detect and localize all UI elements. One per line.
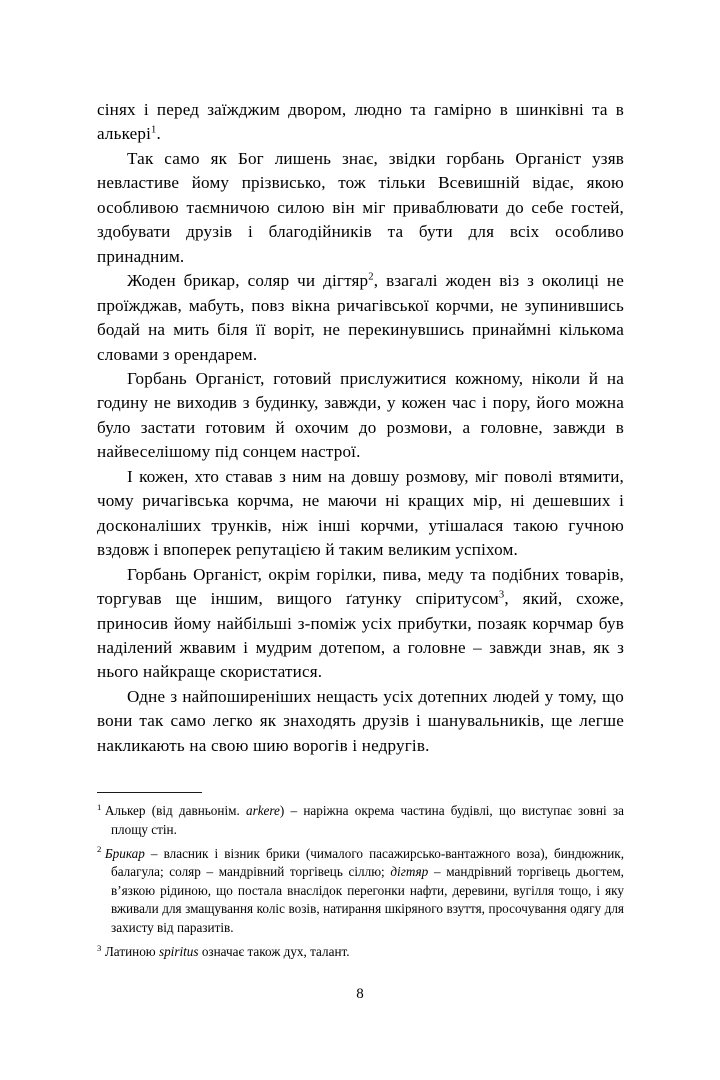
- footnote-ref-1[interactable]: 1: [151, 124, 157, 136]
- paragraph-2: Так само як Бог лишень знає, звідки горбань Органіст узяв невластиве йому прізвисько, тож тільки Всевишній відає, якою особливою таємничою силою він міг приваблювати до себе гостей, здобувати друзів і благодійників та бути для всіх особливо принадним.: [97, 148, 624, 266]
- paragraph-text-before: Горбань Органіст, окрім горілки, пива, меду та подібних товарів, торгував ще іншим, вищого ґатунку спіритусом: [97, 564, 624, 609]
- footnotes-block: [97, 792, 624, 962]
- footnote-italic-term: дігтяр: [390, 864, 429, 880]
- footnote-ref-3[interactable]: 3: [498, 589, 505, 601]
- paragraph-tail: .: [156, 124, 161, 144]
- paragraph-4: Горбань Органіст, готовий прислужитися кожному, ніколи й на годину не виходив з будинку, завжди, у кожен час і пору, його можна було застати готовим й охочим до розмови, а головне, завжди в найвеселішому під сонцем настрої.: [97, 368, 624, 462]
- footnote-marker: 3: [97, 942, 102, 953]
- footnote-text: Латиною: [104, 944, 159, 960]
- paragraph-continued: [97, 98, 624, 147]
- footnote-italic-term: arkere: [245, 803, 280, 818]
- footnote-3: [97, 943, 624, 962]
- footnote-text: – мандрівний торгівець дьогтем, в’язкою рідиною, що постала внаслідок перегонки нафти, деревини, вугілля тощо, і яку вживали для змащування коліс возів, натирання шкіряного взуття, просочування одягу для захисту від паразитів.: [111, 864, 624, 936]
- footnote-italic-term: Брикар: [104, 845, 145, 861]
- paragraph-3: [97, 269, 624, 367]
- paragraph-text-after: , взагалі жоден віз з околиці не проїжджав, мабуть, повз вікна ричагівської корчми, не зупинившись бодай на мить біля її воріт, не перекинувшись принаймні кількома словами з орендарем.: [97, 271, 624, 364]
- footnote-marker: 2: [97, 844, 102, 855]
- footnote-separator-rule: [97, 792, 202, 793]
- footnote-text: Алькер (від давньонім.: [104, 803, 246, 818]
- paragraph-5: І кожен, хто ставав з ним на довшу розмову, міг поволі втямити, чому ричагівська корчма, не маючи ні кращих мір, ні дешевших і досконаліших трунків, ніж інші корчми, утішалася такою гучною вздовж і впоперек репутацією й таким великим успіхом.: [97, 466, 624, 560]
- paragraph-7: Одне з найпоширеніших нещасть усіх дотепних людей у тому, що вони так само легко як знаходять друзів і шанувальників, ще легше накликають на свою шию ворогів і недругів.: [97, 686, 624, 755]
- footnote-marker: 1: [97, 801, 102, 812]
- page-number: 8: [356, 986, 364, 1002]
- footnote-1: [97, 802, 624, 839]
- paragraph-6: [97, 563, 624, 685]
- footnote-text: означає також дух, талант.: [198, 944, 350, 960]
- footnote-italic-term: spiritus: [158, 944, 199, 960]
- footnote-text: – власник і візник брики (чималого пасажирсько-вантажного воза), биндюжник, балагула; соляр – мандрівний торгівець сіллю;: [111, 845, 624, 880]
- body-text-block: [97, 98, 624, 758]
- paragraph-text-after: , який, схоже, приносив йому найбільші з-поміж усіх прибутки, позаяк корчмар був наділений жвавим і мудрим дотепом, а головне – завжди знав, як з нього найкраще скористатися.: [97, 589, 624, 682]
- footnote-ref-2[interactable]: 2: [368, 271, 374, 283]
- paragraph-text-before: Жоден брикар, соляр чи дігтяр: [127, 271, 369, 291]
- paragraph-text: сінях і перед заїжджим двором, людно та гамірно в шинківні та в алькері: [97, 100, 624, 144]
- footnote-2: [97, 845, 624, 938]
- footnote-text: ) – наріжна окрема частина будівлі, що виступає зовні за площу стін.: [111, 803, 624, 837]
